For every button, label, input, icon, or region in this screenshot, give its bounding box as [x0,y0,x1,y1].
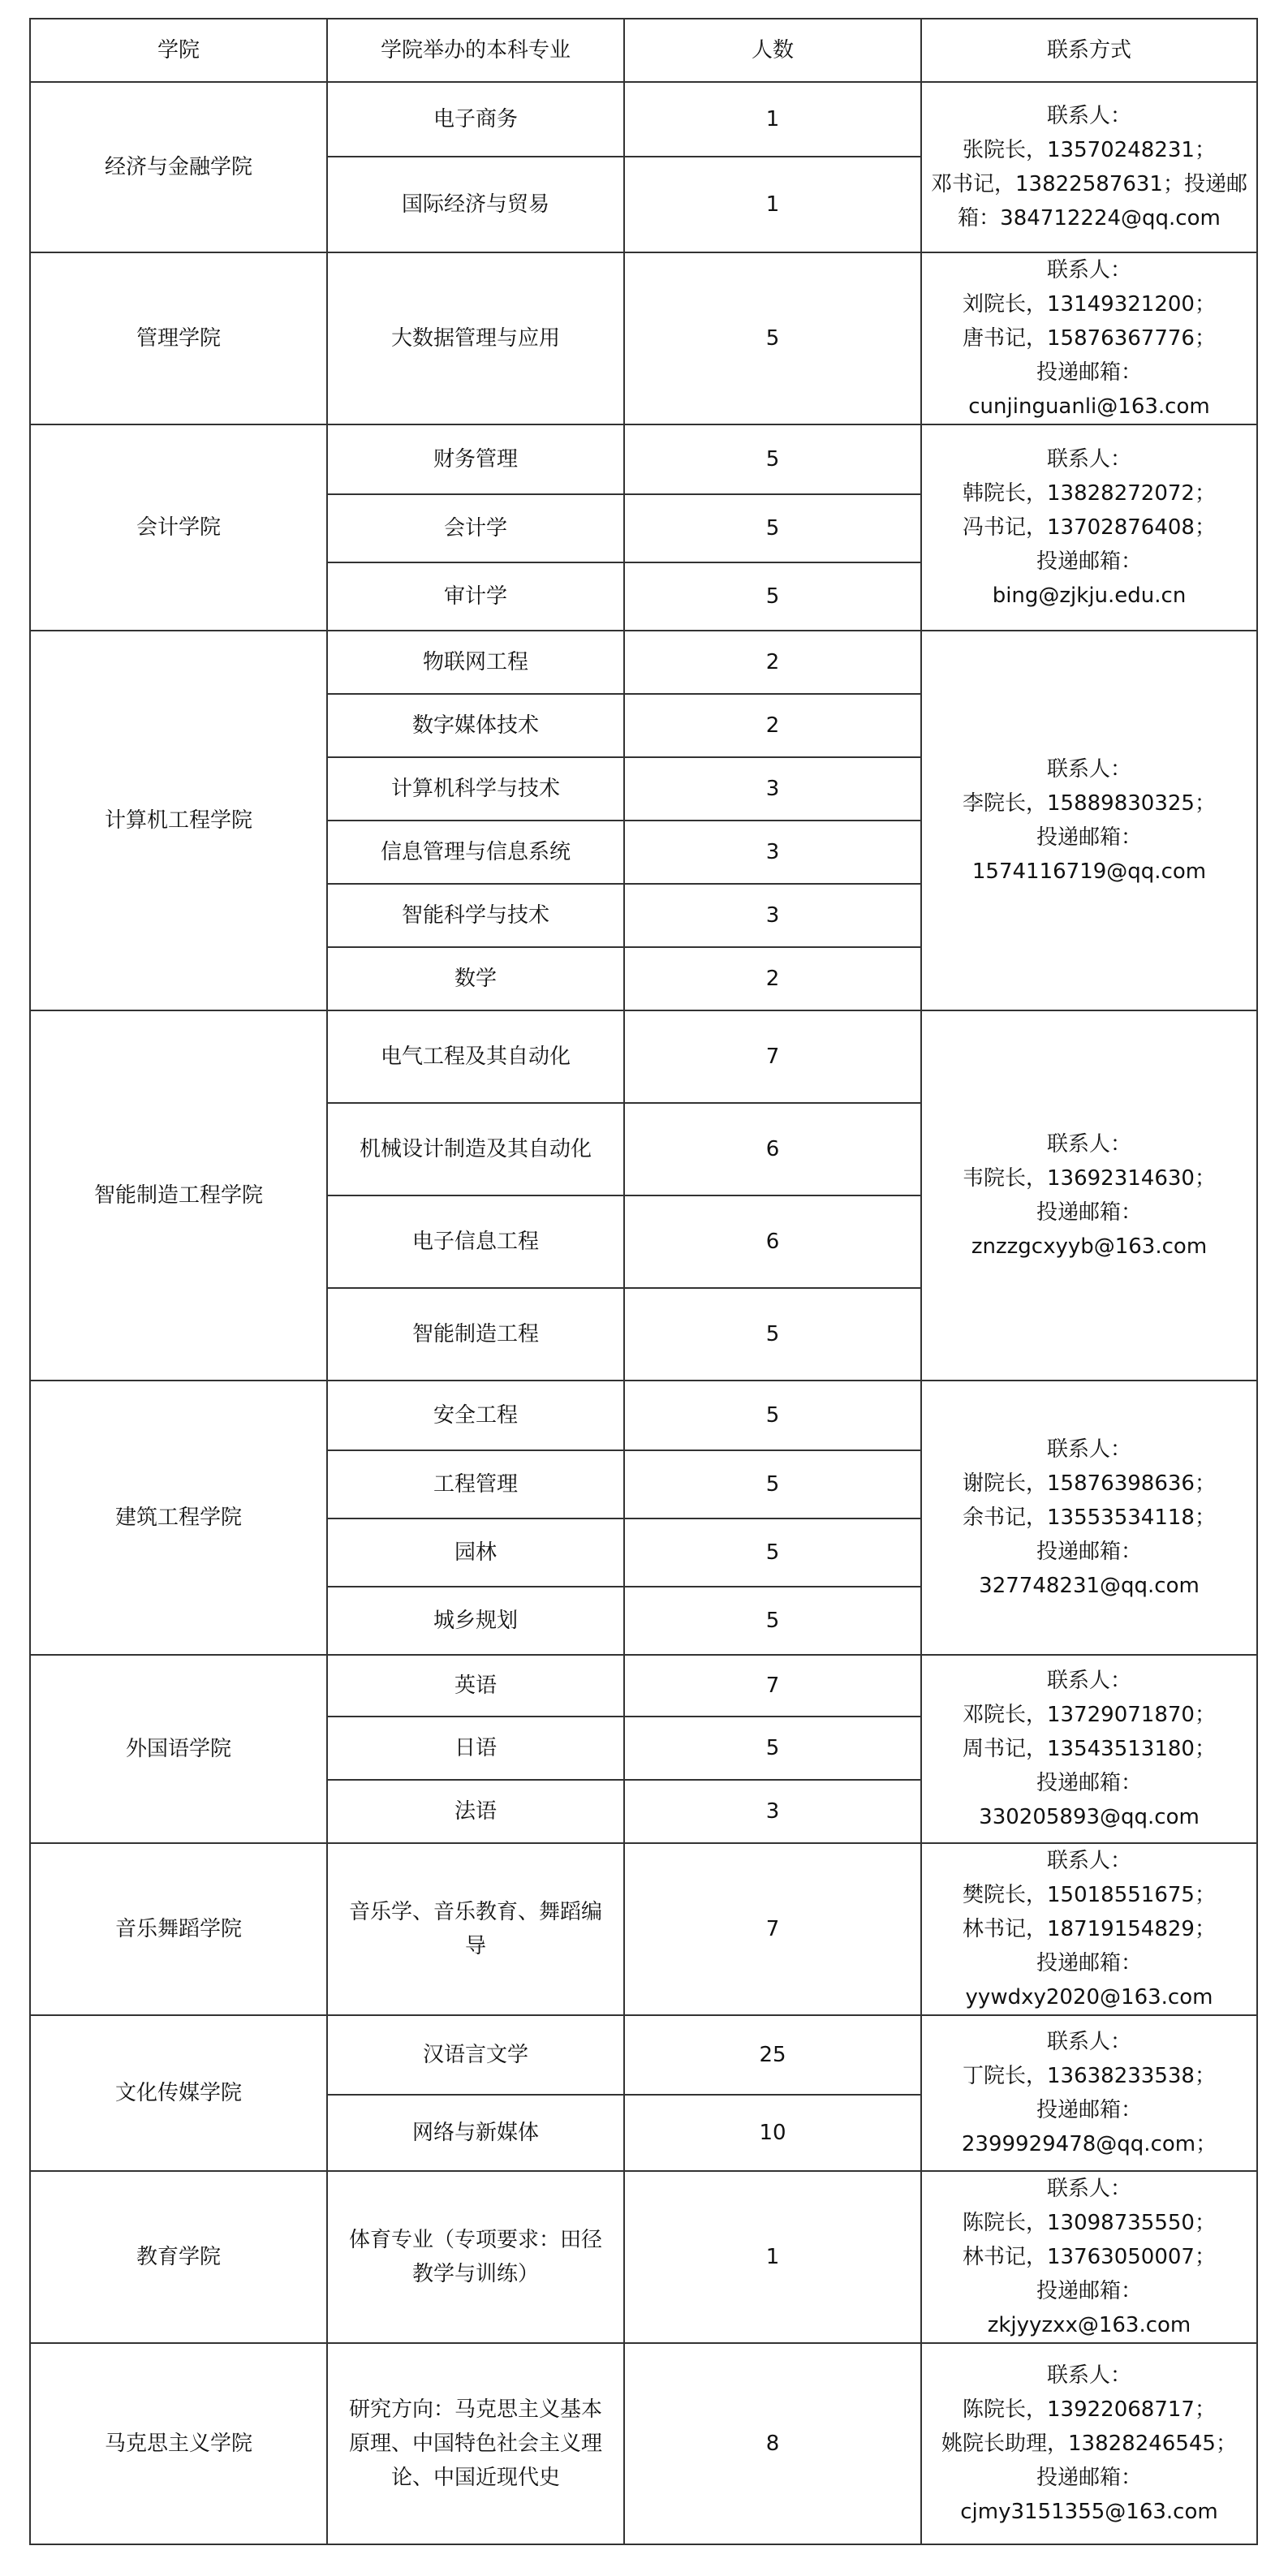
table-row [30,631,1257,694]
enrollment-count: 3 [624,1780,921,1843]
major-name: 会计学 [327,494,624,562]
major-name: 安全工程 [327,1381,624,1450]
major-name: 物联网工程 [327,631,624,694]
contact-line: 投递邮箱： [1036,360,1142,385]
major-name: 音乐学、音乐教育、舞蹈编导 [327,1843,624,2015]
table-row [30,1655,1257,1717]
college-name: 计算机工程学院 [30,631,327,1010]
major-name: 智能制造工程 [327,1288,624,1381]
header-count: 人数 [624,19,921,82]
table-row [30,1843,1257,2015]
college-name: 会计学院 [30,424,327,631]
enrollment-count: 1 [624,157,921,252]
contact-line: 投递邮箱： [1036,825,1142,850]
college-name: 马克思主义学院 [30,2343,327,2544]
college-name: 外国语学院 [30,1655,327,1843]
college-name: 智能制造工程学院 [30,1010,327,1381]
contact-line: 投递邮箱： [1036,2466,1142,2490]
major-name: 计算机科学与技术 [327,757,624,821]
contact-line: 联系人： [1046,1849,1131,1873]
contact-line: 樊院长，15018551675； [963,1883,1216,1907]
major-name: 日语 [327,1717,624,1780]
major-name: 法语 [327,1780,624,1843]
enrollment-count: 5 [624,1587,921,1655]
header-college: 学院 [30,19,327,82]
contact-line: 邓院长，13729071870； [963,1703,1216,1727]
major-name: 机械设计制造及其自动化 [327,1103,624,1195]
contact-line: 林书记，18719154829； [963,1917,1216,1941]
table-row [30,2171,1257,2343]
contact-line: 投递邮箱： [1036,1951,1142,1975]
contact-info [921,2171,1257,2343]
contact-info [921,631,1257,1010]
contact-line: 2399929478@qq.com； [961,2132,1217,2156]
contact-line: zkjyyzxx@163.com [987,2313,1191,2337]
table-row [30,1010,1257,1103]
table-row [30,82,1257,157]
major-name: 体育专业（专项要求：田径教学与训练） [327,2171,624,2343]
contact-line: 李院长，15889830325； [963,791,1216,816]
enrollment-count: 5 [624,1717,921,1780]
contact-line: 邓书记，13822587631；投递邮 [931,172,1247,196]
contact-line: 丁院长，13638233538； [963,2064,1216,2088]
contact-line: 韦院长，13692314630； [963,1166,1216,1191]
contact-line: znzzgcxyyb@163.com [971,1234,1208,1259]
contact-line: 谢院长，15876398636； [963,1471,1216,1496]
major-name: 网络与新媒体 [327,2095,624,2171]
major-name: 财务管理 [327,424,624,494]
major-name: 智能科学与技术 [327,884,624,947]
enrollment-count: 5 [624,1288,921,1381]
contact-line: 联系人： [1046,258,1131,282]
enrollment-count: 5 [624,1381,921,1450]
contact-line: 联系人： [1046,1437,1131,1462]
contact-info [921,1381,1257,1655]
contact-line: 箱：384712224@qq.com [958,206,1221,230]
contact-info [921,1655,1257,1843]
enrollment-count: 25 [624,2015,921,2095]
enrollment-count: 5 [624,1450,921,1518]
major-name: 工程管理 [327,1450,624,1518]
contact-line: 周书记，13543513180； [963,1737,1216,1761]
table-row [30,2343,1257,2544]
table-row [30,424,1257,494]
college-name: 音乐舞蹈学院 [30,1843,327,2015]
enrollment-count: 5 [624,562,921,631]
contact-line: 冯书记，13702876408； [963,515,1216,540]
contact-line: 投递邮箱： [1036,1771,1142,1795]
enrollment-count: 2 [624,631,921,694]
contact-line: 唐书记，15876367776； [963,326,1216,351]
contact-line: 联系人： [1046,1132,1131,1157]
college-name: 经济与金融学院 [30,82,327,252]
contact-line: 联系人： [1046,2363,1131,2388]
contact-line: 联系人： [1046,2030,1131,2054]
contact-line: cjmy3151355@163.com [960,2500,1218,2524]
table-row [30,2015,1257,2095]
enrollment-count: 5 [624,424,921,494]
table-body [30,82,1257,2544]
contact-line: cunjinguanli@163.com [968,394,1210,419]
contact-line: 330205893@qq.com [979,1805,1200,1829]
contact-info [921,1010,1257,1381]
enrollment-count: 2 [624,694,921,757]
contact-line: 投递邮箱： [1036,2279,1142,2303]
contact-line: 1574116719@qq.com [971,859,1207,884]
header-contact: 联系方式 [921,19,1257,82]
enrollment-count: 3 [624,757,921,821]
major-name: 审计学 [327,562,624,631]
contact-line: 投递邮箱： [1036,1540,1142,1564]
contact-line: 姚院长助理，13828246545； [941,2432,1237,2456]
contact-line: 韩院长，13828272072； [963,481,1216,506]
header-row [30,19,1257,82]
contact-info [921,2343,1257,2544]
header-majors: 学院举办的本科专业 [327,19,624,82]
contact-line: 刘院长，13149321200； [963,292,1216,317]
college-name: 管理学院 [30,252,327,424]
enrollment-count: 5 [624,494,921,562]
college-name: 教育学院 [30,2171,327,2343]
enrollment-count: 3 [624,821,921,884]
enrollment-count: 3 [624,884,921,947]
enrollment-count: 5 [624,1518,921,1587]
major-name: 汉语言文学 [327,2015,624,2095]
enrollment-count: 1 [624,82,921,157]
contact-info [921,424,1257,631]
table-row [30,1381,1257,1450]
college-name: 文化传媒学院 [30,2015,327,2171]
contact-info [921,1843,1257,2015]
major-name: 电子信息工程 [327,1195,624,1288]
major-name: 数学 [327,947,624,1010]
contact-line: 陈院长，13098735550； [963,2211,1216,2235]
major-name: 城乡规划 [327,1587,624,1655]
enrollment-count: 5 [624,252,921,424]
contact-info [921,82,1257,252]
contact-line: yywdxy2020@163.com [965,1985,1213,2010]
major-name: 国际经济与贸易 [327,157,624,252]
enrollment-count: 7 [624,1843,921,2015]
major-name: 英语 [327,1655,624,1717]
contact-line: 余书记，13553534118； [963,1506,1216,1530]
contact-line: 投递邮箱： [1036,549,1142,574]
enrollment-count: 6 [624,1195,921,1288]
contact-info [921,2015,1257,2171]
enrollment-count: 6 [624,1103,921,1195]
enrollment-count: 1 [624,2171,921,2343]
enrollment-count: 7 [624,1010,921,1103]
contact-info [921,252,1257,424]
recruitment-table [29,18,1258,2545]
contact-line: 联系人： [1046,1669,1131,1693]
contact-line: 联系人： [1046,447,1131,472]
major-name: 信息管理与信息系统 [327,821,624,884]
major-name: 大数据管理与应用 [327,252,624,424]
contact-line: 林书记，13763050007； [963,2245,1216,2269]
contact-line: 张院长，13570248231； [963,138,1216,162]
major-name: 研究方向：马克思主义基本原理、中国特色社会主义理论、中国近现代史 [327,2343,624,2544]
table-row [30,252,1257,424]
contact-line: 投递邮箱： [1036,1200,1142,1225]
contact-line: 联系人： [1046,2177,1131,2201]
major-name: 数字媒体技术 [327,694,624,757]
contact-line: 陈院长，13922068717； [963,2397,1216,2422]
contact-line: 327748231@qq.com [979,1574,1200,1598]
major-name: 电气工程及其自动化 [327,1010,624,1103]
contact-line: bing@zjkju.edu.cn [992,584,1187,608]
contact-line: 联系人： [1046,757,1131,782]
contact-line: 投递邮箱： [1036,2098,1142,2122]
contact-line: 联系人： [1046,104,1131,128]
enrollment-count: 10 [624,2095,921,2171]
major-name: 园林 [327,1518,624,1587]
college-name: 建筑工程学院 [30,1381,327,1655]
enrollment-count: 2 [624,947,921,1010]
enrollment-count: 8 [624,2343,921,2544]
major-name: 电子商务 [327,82,624,157]
enrollment-count: 7 [624,1655,921,1717]
